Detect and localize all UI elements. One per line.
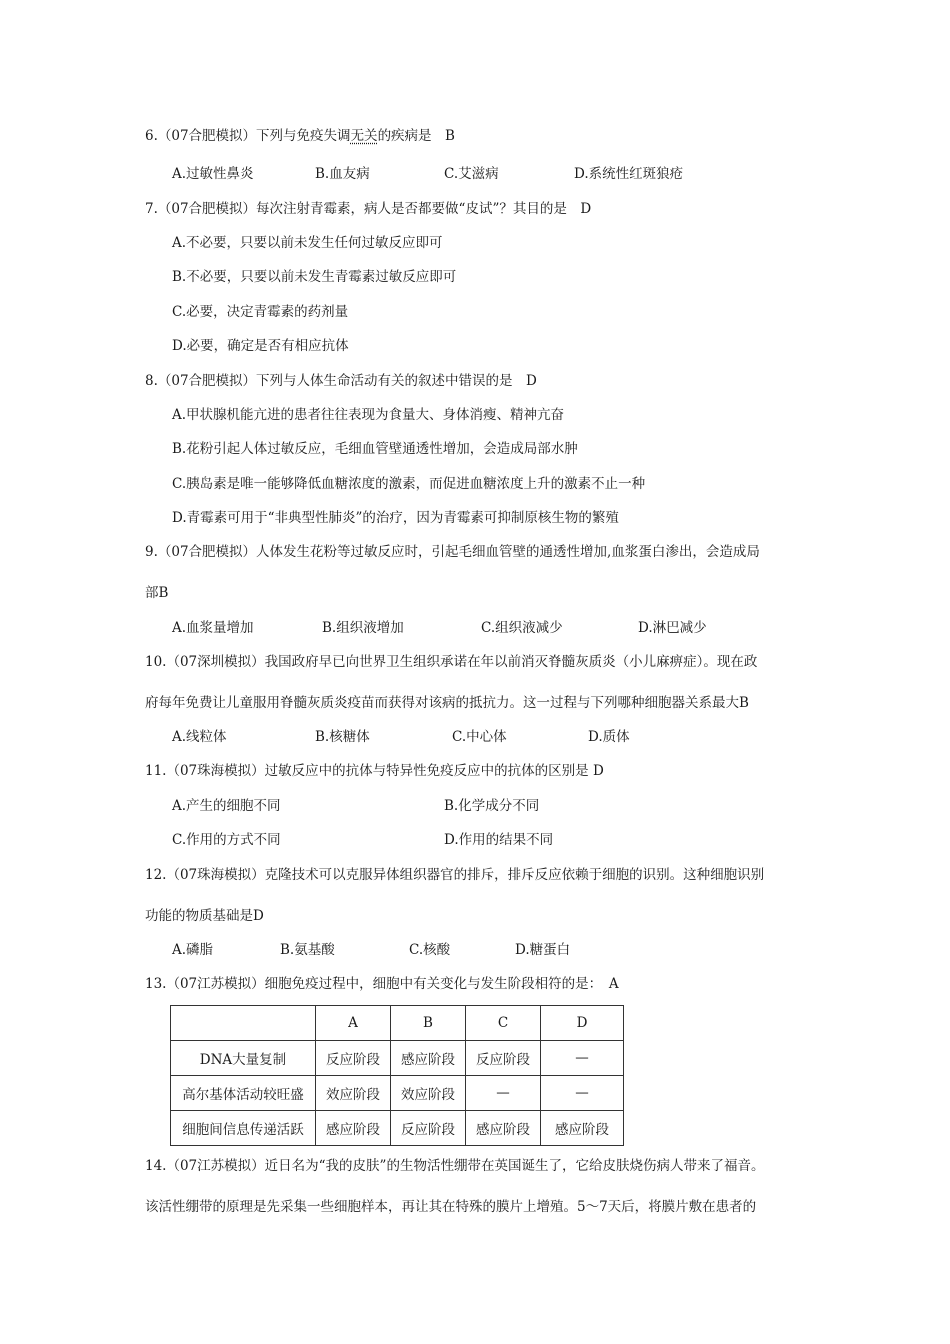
question-13-stem: 13.（07江苏模拟）细胞免疫过程中，细胞中有关变化与发生阶段相符的是： A [145, 976, 619, 992]
q12-option-a: A.磷脂 [172, 942, 214, 958]
q9-option-b: B.组织液增加 [322, 620, 404, 636]
table-cell: 反应阶段 [316, 1041, 391, 1076]
q11-option-a: A.产生的细胞不同 [172, 798, 281, 814]
q9-option-a: A.血浆量增加 [172, 620, 254, 636]
table-cell: 感应阶段 [316, 1111, 391, 1146]
table-header-cell: C [466, 1006, 541, 1041]
q8-option-b: B.花粉引起人体过敏反应，毛细血管壁通透性增加，会造成局部水肿 [172, 441, 578, 457]
q10-option-a: A.线粒体 [172, 729, 227, 745]
table-cell: — [466, 1076, 541, 1111]
q6-option-c: C.艾滋病 [444, 166, 499, 182]
question-6-stem-text: 6.（07合肥模拟）下列与免疫失调 [145, 128, 351, 144]
table-cell: DNA大量复制 [171, 1041, 316, 1076]
question-8-stem: 8.（07合肥模拟）下列与人体生命活动有关的叙述中错误的是 D [145, 373, 537, 389]
question-12-stem-line1: 12.（07珠海模拟）克隆技术可以克服异体组织器官的排斥，排斥反应依赖于细胞的识别。这种细胞识别 [145, 867, 765, 883]
question-6-emphasis: 无关 [350, 128, 378, 144]
q6-option-d: D.系统性红斑狼疮 [574, 166, 684, 182]
question-7-stem: 7.（07合肥模拟）每次注射青霉素，病人是否都要做“皮试”？其目的是 D [145, 201, 592, 217]
q8-option-d: D.青霉素可用于“非典型性肺炎”的治疗，因为青霉素可抑制原核生物的繁殖 [172, 510, 619, 526]
question-14-stem-line2: 该活性绷带的原理是先采集一些细胞样本，再让其在特殊的膜片上增殖。5～7天后，将膜片敷在患者的 [145, 1199, 757, 1215]
table-header-cell: A [316, 1006, 391, 1041]
table-cell: — [541, 1076, 624, 1111]
question-10-stem-line1: 10.（07深圳模拟）我国政府早已向世界卫生组织承诺在年以前消灭脊髓灰质炎（小儿麻痹症）。现在政 [145, 654, 758, 670]
table-header-cell: D [541, 1006, 624, 1041]
table-cell: 感应阶段 [541, 1111, 624, 1146]
table-cell: 高尔基体活动较旺盛 [171, 1076, 316, 1111]
question-9-stem-line2: 部B [145, 585, 169, 601]
immune-stage-table [170, 1005, 624, 1146]
q9-option-d: D.淋巴减少 [638, 620, 707, 636]
table-cell: 反应阶段 [391, 1111, 466, 1146]
q6-option-b: B.血友病 [315, 166, 370, 182]
table-cell: 感应阶段 [466, 1111, 541, 1146]
q12-option-d: D.糖蛋白 [515, 942, 571, 958]
question-14-stem-line1: 14.（07江苏模拟）近日名为“我的皮肤”的生物活性绷带在英国诞生了，它给皮肤烧伤病人带来了福音。 [145, 1158, 765, 1174]
table-cell: 效应阶段 [316, 1076, 391, 1111]
table-header-cell [171, 1006, 316, 1041]
table-cell: 感应阶段 [391, 1041, 466, 1076]
q8-option-c: C.胰岛素是唯一能够降低血糖浓度的激素，而促进血糖浓度上升的激素不止一种 [172, 476, 646, 492]
q7-option-d: D.必要，确定是否有相应抗体 [172, 338, 349, 354]
table-row [171, 1111, 624, 1146]
table-cell: 效应阶段 [391, 1076, 466, 1111]
q11-option-d: D.作用的结果不同 [444, 832, 554, 848]
q10-option-c: C.中心体 [452, 729, 507, 745]
q7-option-c: C.必要，决定青霉素的药剂量 [172, 304, 349, 320]
table-cell: — [541, 1041, 624, 1076]
q7-option-a: A.不必要，只要以前未发生任何过敏反应即可 [172, 235, 443, 251]
q8-option-a: A.甲状腺机能亢进的患者往往表现为食量大、身体消瘦、精神亢奋 [172, 407, 565, 423]
table-row [171, 1076, 624, 1111]
q12-option-b: B.氨基酸 [280, 942, 335, 958]
question-9-stem-line1: 9.（07合肥模拟）人体发生花粉等过敏反应时，引起毛细血管壁的通透性增加,血浆蛋白渗出，会造成局 [145, 544, 760, 560]
question-6-stem [145, 127, 455, 145]
q10-option-b: B.核糖体 [315, 729, 370, 745]
q9-option-c: C.组织液减少 [481, 620, 563, 636]
q12-option-c: C.核酸 [409, 942, 451, 958]
table-header-cell: B [391, 1006, 466, 1041]
q6-option-a: A.过敏性鼻炎 [172, 166, 254, 182]
table-cell: 反应阶段 [466, 1041, 541, 1076]
q11-option-c: C.作用的方式不同 [172, 832, 281, 848]
question-11-stem: 11.（07珠海模拟）过敏反应中的抗体与特异性免疫反应中的抗体的区别是 D [145, 763, 604, 779]
table-row [171, 1041, 624, 1076]
q10-option-d: D.质体 [588, 729, 630, 745]
question-10-stem-line2: 府每年免费让儿童服用脊髓灰质炎疫苗而获得对该病的抵抗力。这一过程与下列哪种细胞器关系最大B [145, 695, 749, 711]
table-cell: 细胞间信息传递活跃 [171, 1111, 316, 1146]
q7-option-b: B.不必要，只要以前未发生青霉素过敏反应即可 [172, 269, 457, 285]
table-header-row [171, 1006, 624, 1041]
question-12-stem-line2: 功能的物质基础是D [145, 908, 264, 924]
question-6-answer: 的疾病是 B [377, 128, 455, 144]
q11-option-b: B.化学成分不同 [444, 798, 540, 814]
